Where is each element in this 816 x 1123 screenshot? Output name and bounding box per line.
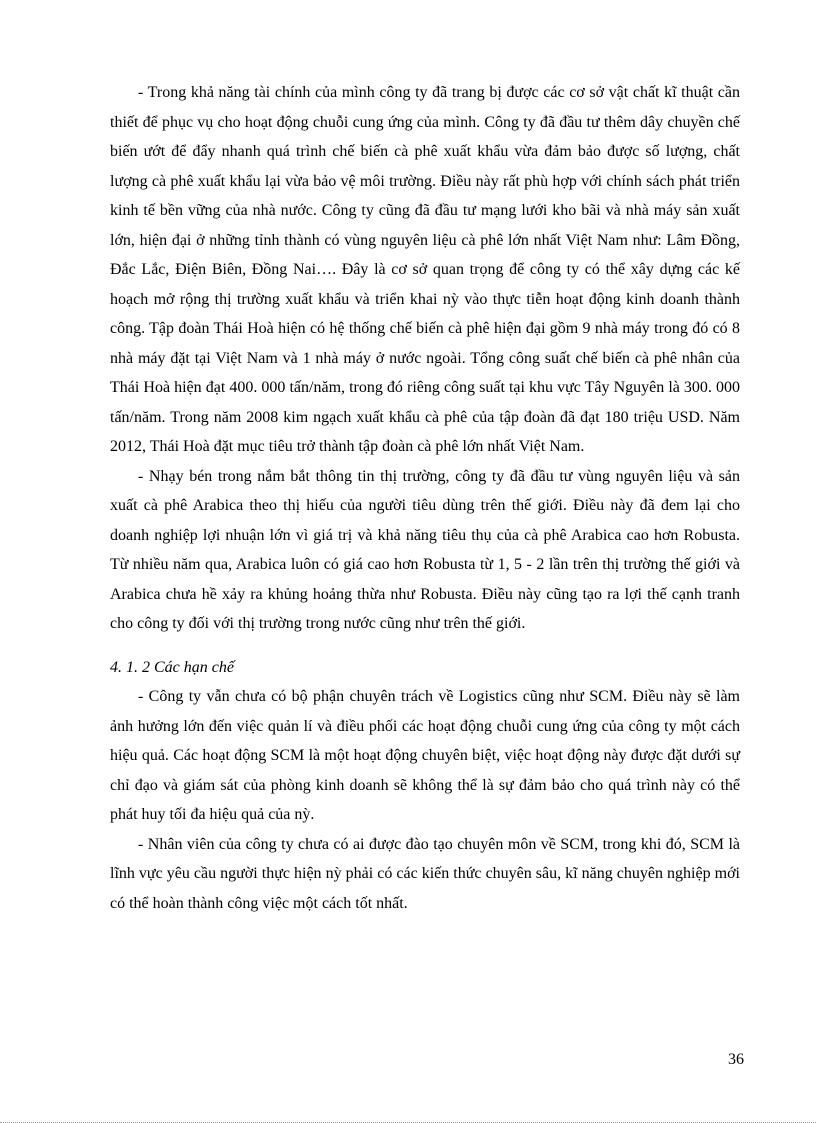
paragraph-equipment-investment: - Trong khả năng tài chính của mình công ty đã trang bị được các cơ sở vật chất kĩ thuật cần thiết để phục vụ cho hoạt động chuỗi cung ứng của mình. Công ty đã đầu tư thêm dây chuyền chế biến ướt để đẩy nhanh quá trình chế biến cà phê xuất khẩu vừa đảm bảo được số lượng, chất lượng cà phê xuất khẩu lại vừa bảo vệ môi trường. Điều này rất phù hợp với chính sách phát triển kinh tế bền vững của nhà nước. Công ty cũng đã đầu tư mạng lưới kho bãi và nhà máy sản xuất lớn, hiện đại ở những tỉnh thành có vùng nguyên liệu cà phê lớn nhất Việt Nam như: Lâm Đồng, Đắc Lắc, Điện Biên, Đồng Nai…. Đây là cơ sở quan trọng để công ty có thể xây dựng các kế hoạch mở rộng thị trường xuất khẩu và triển khai nỳ vào thực tiễn hoạt động kinh doanh thành công. Tập đoàn Thái Hoà hiện có hệ thống chế biến cà phê hiện đại gồm 9 nhà máy trong đó có 8 nhà máy đặt tại Việt Nam và 1 nhà máy ở nước ngoài. Tổng công suất chế biến cà phê nhân của Thái Hoà hiện đạt 400. 000 tấn/năm, trong đó riêng công suất tại khu vực Tây Nguyên là 300. 000 tấn/năm. Trong năm 2008 kim ngạch xuất khẩu cà phê của tập đoàn đã đạt 180 triệu USD. Năm 2012, Thái Hoà đặt mục tiêu trở thành tập đoàn cà phê lớn nhất Việt Nam. [110, 84, 740, 455]
document-body [110, 78, 740, 918]
paragraph-arabica-production: - Nhạy bén trong nắm bắt thông tin thị trường, công ty đã đầu tư vùng nguyên liệu và sản xuất cà phê Arabica theo thị hiếu của người tiêu dùng trên thế giới. Điều này đã đem lại cho doanh nghiệp lợi nhuận lớn vì giá trị và khả năng tiêu thụ của cà phê Arabica cao hơn Robusta. Từ nhiều năm qua, Arabica luôn có giá cao hơn Robusta từ 1, 5 - 2 lần trên thị trường thế giới và Arabica chưa hề xảy ra khủng hoảng thừa như Robusta. Điều này cũng tạo ra lợi thế cạnh tranh cho công ty đối với thị trường trong nước cũng như trên thế giới. [110, 467, 740, 632]
paragraph-untrained-staff: - Nhân viên của công ty chưa có ai được đào tạo chuyên môn về SCM, trong khi đó, SCM là lĩnh vực yêu cầu người thực hiện nỳ phải có các kiến thức chuyên sâu, kĩ năng chuyên nghiệp mới có thể hoàn thành công việc một cách tốt nhất. [110, 835, 740, 912]
paragraph-no-logistics-department: - Công ty vẫn chưa có bộ phận chuyên trách về Logistics cũng như SCM. Điều này sẽ làm ảnh hưởng lớn đến việc quản lí và điều phối các hoạt động chuỗi cung ứng của công ty một cách hiệu quả. Các hoạt động SCM là một hoạt động chuyên biệt, việc hoạt động này được đặt dưới sự chỉ đạo và giám sát của phòng kinh doanh sẽ không thể là sự đảm bảo cho quá trình này có thể phát huy tối đa hiệu quả của nỳ. [110, 688, 740, 823]
section-heading-limitations: 4. 1. 2 Các hạn chế [110, 658, 234, 676]
page-number: 36 [728, 1051, 744, 1068]
